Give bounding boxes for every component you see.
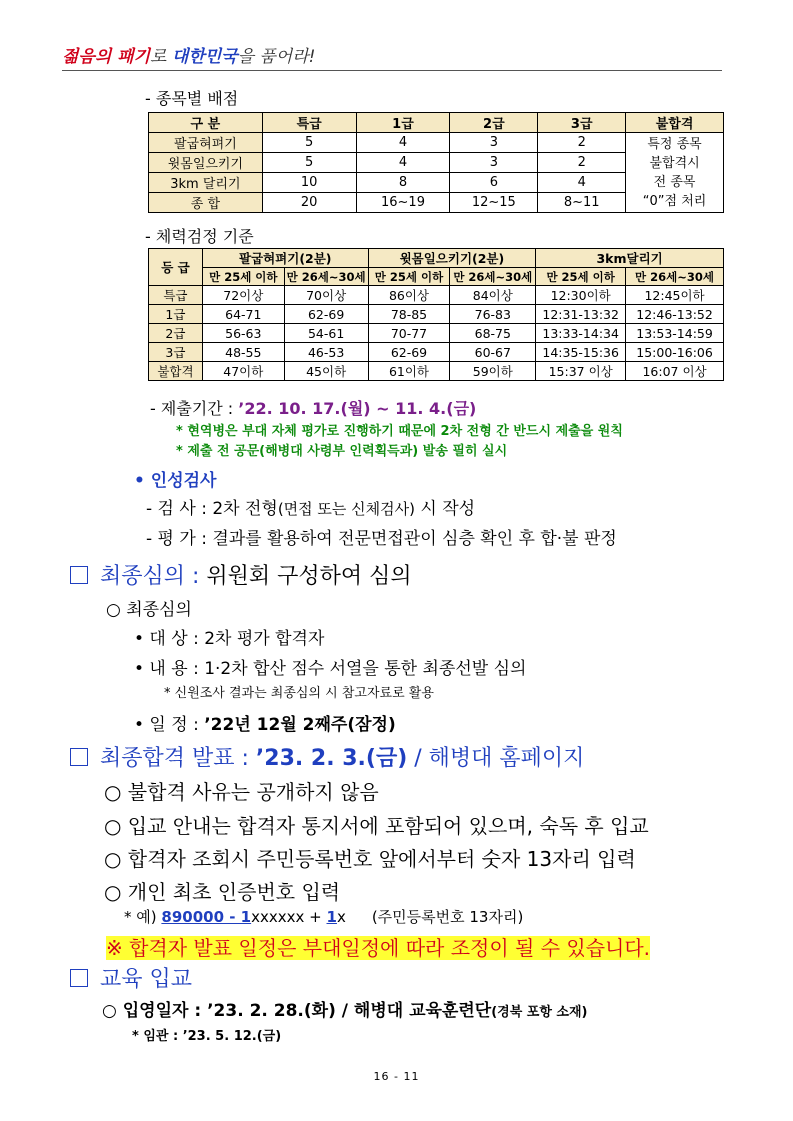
fail-note: 특정 종목 불합격시 전 종목 “0”점 처리 (626, 133, 724, 213)
table-row: 3급 48-55 46-53 62-69 60-67 14:35-15:36 15:00-16:06 (149, 343, 724, 362)
personality-eval: - 평 가 : 결과를 활용하여 전문면접관이 심층 확인 후 합·불 판정 (146, 529, 617, 549)
checkbox-square-icon (70, 969, 88, 987)
announce-title: 최종합격 발표 : ’23. 2. 3.(금) / 해병대 홈페이지 (70, 741, 584, 772)
table-row: 1급 64-71 62-69 78-85 76-83 12:31-13:32 12:46-13:52 (149, 305, 724, 324)
table-row: 종 합 20 16~19 12~15 8~11 (149, 193, 724, 213)
education-entry: ○ 입영일자 : ’23. 2. 28.(화) / 해병대 교육훈련단(경북 포항 소재) (102, 1001, 588, 1021)
table-row: 2급 56-63 54-61 70-77 68-75 13:33-14:34 13:53-14:59 (149, 324, 724, 343)
personality-exam: - 검 사 : 2차 전형(면접 또는 신체검사) 시 작성 (146, 499, 476, 519)
page-header: 젊음의 패기로 대한민국을 품어라! (62, 47, 316, 67)
final-review-target: • 대 상 : 2차 평가 합격자 (134, 629, 325, 649)
scores-table (148, 112, 724, 213)
final-review-sub: ○ 최종심의 (106, 600, 192, 620)
table-row: 등 급 팔굽혀펴기(2분) 윗몸일으키기(2분) 3km달리기 (149, 249, 724, 268)
table-row: 윗몸일으키기 5 4 3 2 (149, 153, 724, 173)
table-row: 팔굽혀펴기 5 4 3 2 특정 종목 불합격시 전 종목 “0”점 처리 (149, 133, 724, 153)
final-review-title: 최종심의 : 위원회 구성하여 심의 (70, 559, 412, 590)
header-divider (62, 70, 722, 71)
table-row: 특급 72이상 70이상 86이상 84이상 12:30이하 12:45이하 (149, 286, 724, 305)
final-review-note: * 신원조사 결과는 최종심의 시 참고자료로 활용 (164, 686, 434, 701)
table-row: 만 25세 이하 만 26세~30세 만 25세 이하 만 26세~30세 만 25세 이하 만 26세~30세 (149, 268, 724, 286)
announce-item-4: ○ 개인 최초 인증번호 입력 (104, 880, 341, 904)
submit-period: - 제출기간 : ’22. 10. 17.(월) ~ 11. 4.(금) (150, 399, 477, 418)
announce-warning: ※ 합격자 발표 일정은 부대일정에 따라 조정이 될 수 있습니다. (106, 936, 651, 960)
table-row: 불합격 47이하 45이하 61이하 59이하 15:37 이상 16:07 이상 (149, 362, 724, 381)
standard-table (148, 248, 724, 381)
education-commission: * 임관 : ’23. 5. 12.(금) (132, 1029, 282, 1044)
announce-example: * 예) 890000 - 1xxxxxx + 1x (주민등록번호 13자리) (124, 908, 524, 926)
page-number: 16 - 11 (373, 1070, 420, 1083)
final-review-schedule: • 일 정 : ’22년 12월 2째주(잠정) (134, 715, 396, 735)
standard-title: - 체력검정 기준 (145, 227, 254, 246)
table-row: 구 분 특급 1급 2급 3급 불합격 (149, 113, 724, 133)
checkbox-square-icon (70, 566, 88, 584)
education-title: 교육 입교 (70, 962, 192, 993)
submit-note-2: * 제출 전 공문(해병대 사령부 인력획득과) 발송 필히 실시 (176, 444, 508, 459)
announce-item-3: ○ 합격자 조회시 주민등록번호 앞에서부터 숫자 13자리 입력 (104, 847, 636, 871)
personality-title: • 인성검사 (134, 471, 217, 491)
announce-item-1: ○ 불합격 사유는 공개하지 않음 (104, 780, 379, 804)
announce-item-2: ○ 입교 안내는 합격자 통지서에 포함되어 있으며, 숙독 후 입교 (104, 814, 649, 838)
scores-title: - 종목별 배점 (145, 89, 239, 108)
checkbox-square-icon (70, 748, 88, 766)
submit-note-1: * 현역병은 부대 자체 평가로 진행하기 때문에 2차 전형 간 반드시 제출을 원칙 (176, 424, 623, 439)
final-review-content: • 내 용 : 1·2차 합산 점수 서열을 통한 최종선발 심의 (134, 659, 527, 679)
table-row: 3km 달리기 10 8 6 4 (149, 173, 724, 193)
